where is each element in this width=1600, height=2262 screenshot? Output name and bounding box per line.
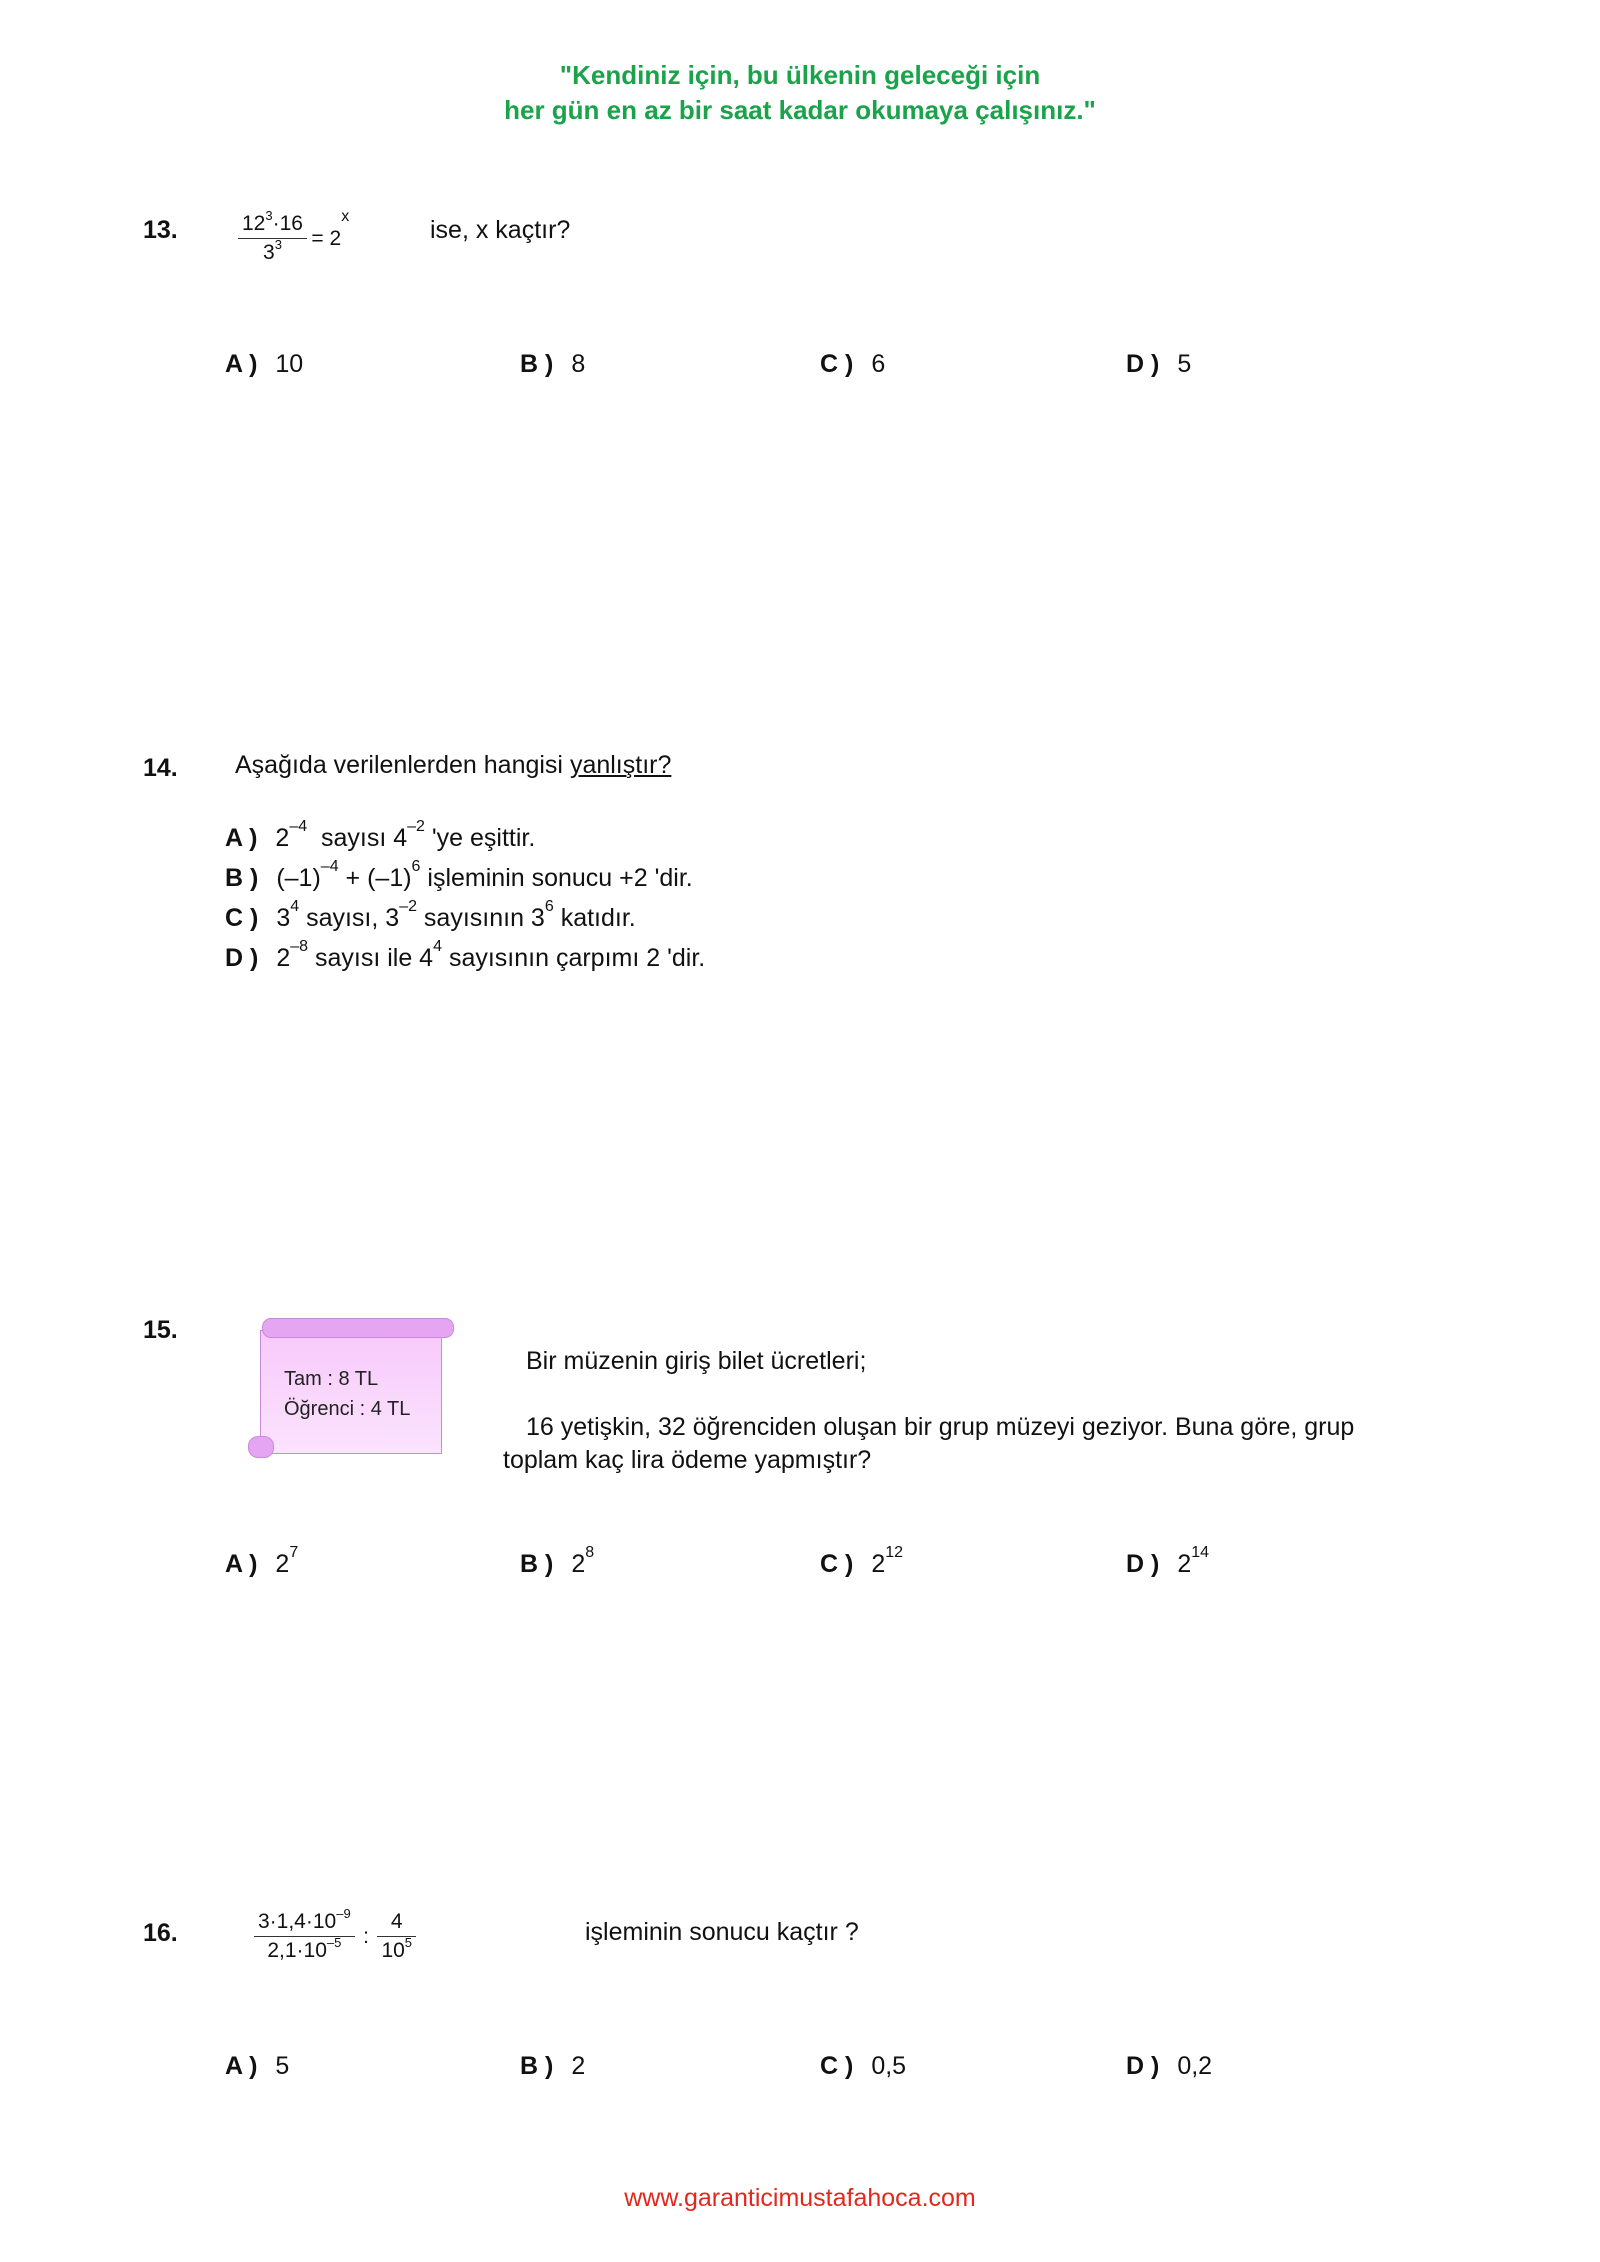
question-14-number: 14. bbox=[143, 754, 178, 782]
question-15-text-3: toplam kaç lira ödeme yapmıştır? bbox=[503, 1446, 872, 1474]
question-13-equation: $\frac{12^3\cdot 16}{3^3}$ = $2^x$ bbox=[238, 212, 349, 265]
scroll-top-roll bbox=[262, 1318, 454, 1338]
question-16-option-d[interactable]: D ) 0,2 bbox=[1126, 2052, 1213, 2080]
question-15-option-d[interactable]: D ) $2^{14}$ bbox=[1126, 1544, 1210, 1578]
question-13-option-b[interactable]: B ) 8 bbox=[520, 350, 586, 378]
question-16-fraction-1: $\frac{3\cdot 1,4\cdot 10^{-9}}{2,1\cdot 10^{-5}}$ bbox=[254, 1910, 355, 1963]
question-13-fraction: $\frac{12^3\cdot 16}{3^3}$ bbox=[238, 212, 307, 265]
question-15-text-2: 16 yetişkin, 32 öğrenciden oluşan bir grup müzeyi geziyor. Buna göre, grup bbox=[526, 1413, 1355, 1441]
question-14-text: Aşağıda verilenlerden hangisi yanlıştır? bbox=[235, 751, 672, 779]
question-13-number: 13. bbox=[143, 216, 178, 244]
scroll-bottom-curl bbox=[248, 1436, 274, 1458]
question-16-fraction-2: $\frac{4}{10^5}$ bbox=[377, 1910, 416, 1963]
footer-url[interactable]: www.garanticimustafahoca.com bbox=[624, 2184, 976, 2212]
scroll-line-full-price: Tam : 8 TL bbox=[284, 1368, 379, 1390]
question-13-option-a[interactable]: A ) 10 bbox=[225, 350, 304, 378]
question-15-option-b[interactable]: B ) $2^8$ bbox=[520, 1544, 595, 1578]
question-16-option-b[interactable]: B ) 2 bbox=[520, 2052, 586, 2080]
question-15-option-a[interactable]: A ) $2^7$ bbox=[225, 1544, 299, 1578]
price-scroll-image bbox=[248, 1318, 454, 1460]
question-13-option-c[interactable]: C ) 6 bbox=[820, 350, 886, 378]
question-13-text: ise, x kaçtır? bbox=[430, 216, 571, 244]
question-15-text-1: Bir müzenin giriş bilet ücretleri; bbox=[526, 1347, 867, 1375]
question-14-option-a[interactable]: A ) $2^{-4}$ sayısı $4^{-2}$ 'ye eşittir. bbox=[225, 818, 536, 852]
motto-line-1: "Kendiniz için, bu ülkenin geleceği için bbox=[559, 60, 1041, 90]
question-16-option-a[interactable]: A ) 5 bbox=[225, 2052, 290, 2080]
question-15-number: 15. bbox=[143, 1316, 178, 1344]
question-16-option-c[interactable]: C ) 0,5 bbox=[820, 2052, 907, 2080]
scroll-line-student-price: Öğrenci : 4 TL bbox=[284, 1398, 411, 1420]
scroll-text bbox=[284, 1364, 410, 1424]
question-16-expression: $\frac{3\cdot 1,4\cdot 10^{-9}}{2,1\cdot 10^{-5}}$ : $\frac{4}{10^5}$ bbox=[254, 1910, 416, 1963]
question-14-option-d[interactable]: D ) $2^{-8}$ sayısı ile $4^4$ sayısının çarpımı 2 'dir. bbox=[225, 938, 706, 972]
question-16-number: 16. bbox=[143, 1919, 178, 1947]
question-14-option-b[interactable]: B ) $(-1)^{-4} + (-1)^6$ işleminin sonucu +2 'dir. bbox=[225, 858, 693, 892]
motto-line-2: her gün en az bir saat kadar okumaya çalışınız." bbox=[504, 95, 1096, 125]
question-14-option-c[interactable]: C ) $3^4$ sayısı, $3^{-2}$ sayısının $3^6$ katıdır. bbox=[225, 898, 636, 932]
question-16-text: işleminin sonucu kaçtır ? bbox=[585, 1918, 859, 1946]
question-13-option-d[interactable]: D ) 5 bbox=[1126, 350, 1192, 378]
question-15-option-c[interactable]: C ) $2^{12}$ bbox=[820, 1544, 904, 1578]
